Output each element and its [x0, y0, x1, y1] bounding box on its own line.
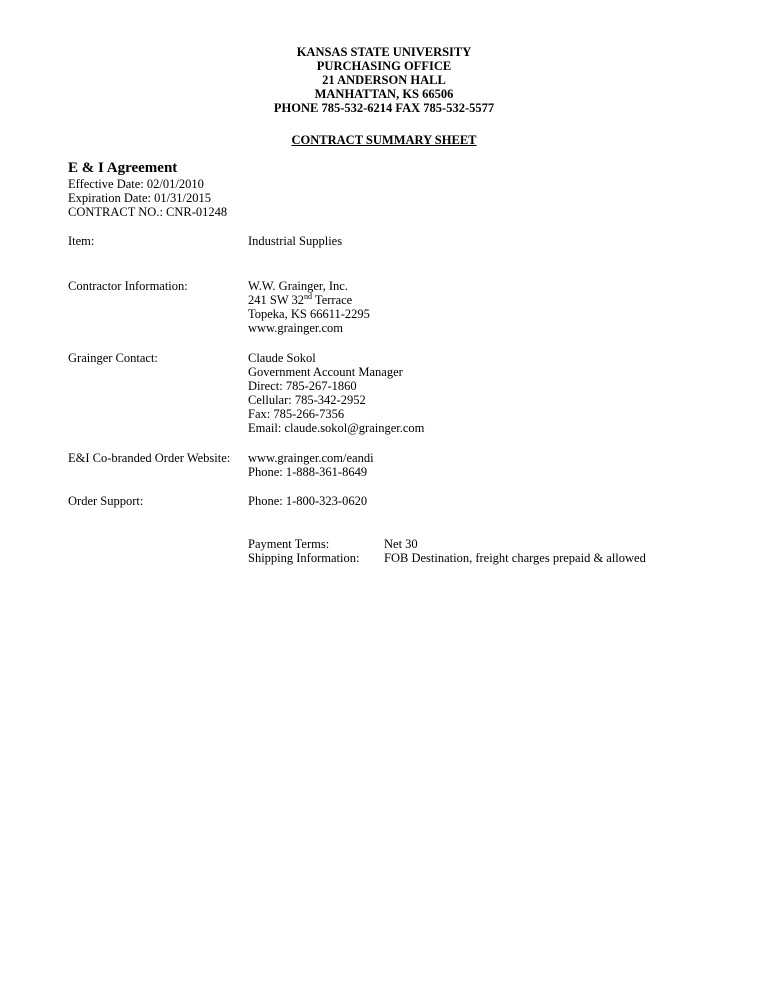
contract-number: CONTRACT NO.: CNR-01248	[68, 205, 228, 219]
grainger-contact-details	[248, 351, 424, 435]
order-website-details	[248, 451, 374, 479]
item-label: Item:	[68, 234, 95, 248]
sheet-title	[0, 133, 768, 147]
payment-terms-value: Net 30	[384, 537, 418, 551]
item-value: Industrial Supplies	[248, 234, 343, 248]
contact-name: Claude Sokol	[248, 351, 316, 365]
office-address: 21 ANDERSON HALL	[322, 73, 446, 87]
university-name: KANSAS STATE UNIVERSITY	[296, 45, 472, 59]
contractor-city: Topeka, KS 66611-2295	[248, 307, 370, 321]
contractor-label: Contractor Information:	[68, 279, 188, 293]
contact-fax: Fax: 785-266-7356	[248, 407, 345, 421]
office-city: MANHATTAN, KS 66506	[314, 87, 454, 101]
office-name: PURCHASING OFFICE	[316, 59, 452, 73]
effective-date: Effective Date: 02/01/2010	[68, 177, 204, 191]
agreement-block	[68, 160, 227, 219]
contact-direct: Direct: 785-267-1860	[248, 379, 357, 393]
order-website-label: E&I Co-branded Order Website:	[68, 451, 231, 465]
sheet-title-text: CONTRACT SUMMARY SHEET	[291, 133, 477, 147]
contractor-website: www.grainger.com	[248, 321, 343, 335]
order-support-label: Order Support:	[68, 494, 144, 508]
contact-email: Email: claude.sokol@grainger.com	[248, 421, 425, 435]
contact-cellular: Cellular: 785-342-2952	[248, 393, 366, 407]
order-website-url: www.grainger.com/eandi	[248, 451, 374, 465]
shipping-info-label: Shipping Information:	[248, 551, 360, 565]
agreement-title: E & I Agreement	[68, 160, 178, 176]
contractor-details	[248, 279, 370, 335]
contractor-street: 241 SW 32nd Terrace	[248, 291, 353, 307]
grainger-contact-label: Grainger Contact:	[68, 351, 158, 365]
shipping-info-value: FOB Destination, freight charges prepaid & allowed	[384, 551, 646, 565]
payment-terms-label: Payment Terms:	[248, 537, 330, 551]
order-support-phone: Phone: 1-800-323-0620	[248, 494, 368, 508]
contractor-name: W.W. Grainger, Inc.	[248, 279, 348, 293]
office-phone-fax: PHONE 785-532-6214 FAX 785-532-5577	[273, 101, 495, 115]
letterhead	[0, 45, 768, 115]
expiration-date: Expiration Date: 01/31/2015	[68, 191, 212, 205]
order-website-phone: Phone: 1-888-361-8649	[248, 465, 368, 479]
contact-title: Government Account Manager	[248, 365, 403, 379]
